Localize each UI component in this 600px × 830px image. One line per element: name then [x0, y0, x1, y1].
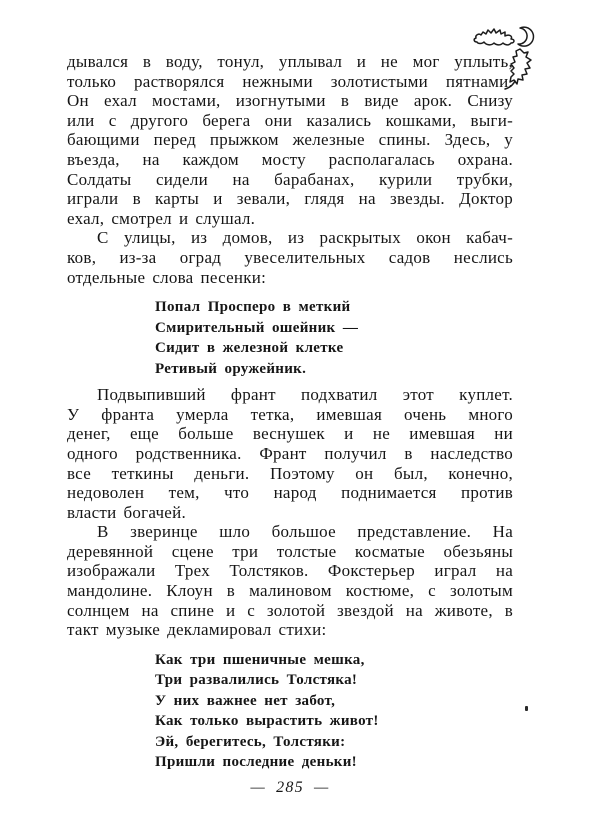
text-line: мандолине. Клоун в малиновом костюме, с золотым [67, 581, 513, 601]
text-line: Ретивый оружейник. [155, 360, 307, 377]
text-line: такт музыке декламировал стихи: [67, 620, 327, 640]
text-column [67, 52, 513, 797]
text-line: отдельные слова песенки: [67, 267, 267, 287]
text-line: У них важнее нет забот, [155, 692, 336, 709]
text-line: Попал Просперо в меткий [155, 299, 351, 316]
cloud-icon [474, 29, 514, 45]
text-line: или с другого берега они казались кошками, выги- [67, 110, 513, 130]
paragraph [67, 385, 513, 522]
leaf-icon [510, 49, 531, 84]
text-line: власти богачей. [67, 502, 186, 522]
text-line: солнцем на спине и с золотой звездой на животе, в [67, 600, 513, 620]
text-line: ехал, смотрел и слушал. [67, 208, 256, 228]
text-line: Солдаты сидели на барабанах, курили трубки, [67, 169, 513, 189]
text-line: Три развалились Толстяка! [155, 672, 358, 689]
ink-speck [525, 706, 528, 711]
text-line: недоволен тем, что народ поднимается против [67, 483, 513, 503]
text-line: Подвыпивший франт подхватил этот куплет. [97, 385, 513, 405]
text-line: одного родственника. Франт получил в наследство [67, 443, 513, 463]
text-line: С улицы, из домов, из раскрытых окон кабач- [97, 228, 513, 248]
text-line: въезда, на каждом мосту располагалась охрана. [67, 149, 513, 169]
text-line: ков, из-за оград увеселительных садов неслись [67, 247, 513, 267]
text-line: изображали Трех Толстяков. Фокстерьер играл на [67, 561, 513, 581]
text-line: бающими перед прыжком железные спины. Здесь, у [67, 130, 513, 150]
text-line: только растворялся нежными золотистыми пятнами. [67, 71, 513, 91]
text-line: Смирительный ошейник — [155, 319, 359, 336]
verse-block [155, 297, 513, 379]
crescent-moon-icon [518, 27, 533, 46]
verse-block [155, 650, 513, 773]
text-line: дывался в воду, тонул, уплывал и не мог уплыть, [67, 52, 513, 71]
text-line: деревянной сцене три толстые косматые обезьяны [67, 541, 513, 561]
text-line: Он ехал мостами, изогнутыми в виде арок. Снизу [67, 91, 513, 111]
text-blocks [67, 52, 513, 773]
text-line: Как три пшеничные мешка, [155, 651, 365, 668]
paragraph [67, 52, 513, 228]
text-line: Эй, берегитесь, Толстяки: [155, 733, 346, 750]
page-number: — 285 — [250, 778, 330, 796]
text-line: денег, еще больше веснушек и не имевшая ни [67, 424, 513, 444]
text-line: играли в карты и зевали, глядя на звезды. Доктор [67, 189, 513, 209]
text-line: все теткины деньги. Поэтому он был, конечно, [67, 463, 513, 483]
text-line: В зверинце шло большое представление. На [97, 522, 513, 542]
text-line: Сидит в железной клетке [155, 340, 344, 357]
paragraph [67, 228, 513, 287]
text-line: Как только вырастить живот! [155, 713, 379, 730]
text-line: Пришли последние деньки! [155, 754, 357, 771]
paragraph [67, 522, 513, 640]
text-line: У франта умерла тетка, имевшая очень много [67, 404, 513, 424]
